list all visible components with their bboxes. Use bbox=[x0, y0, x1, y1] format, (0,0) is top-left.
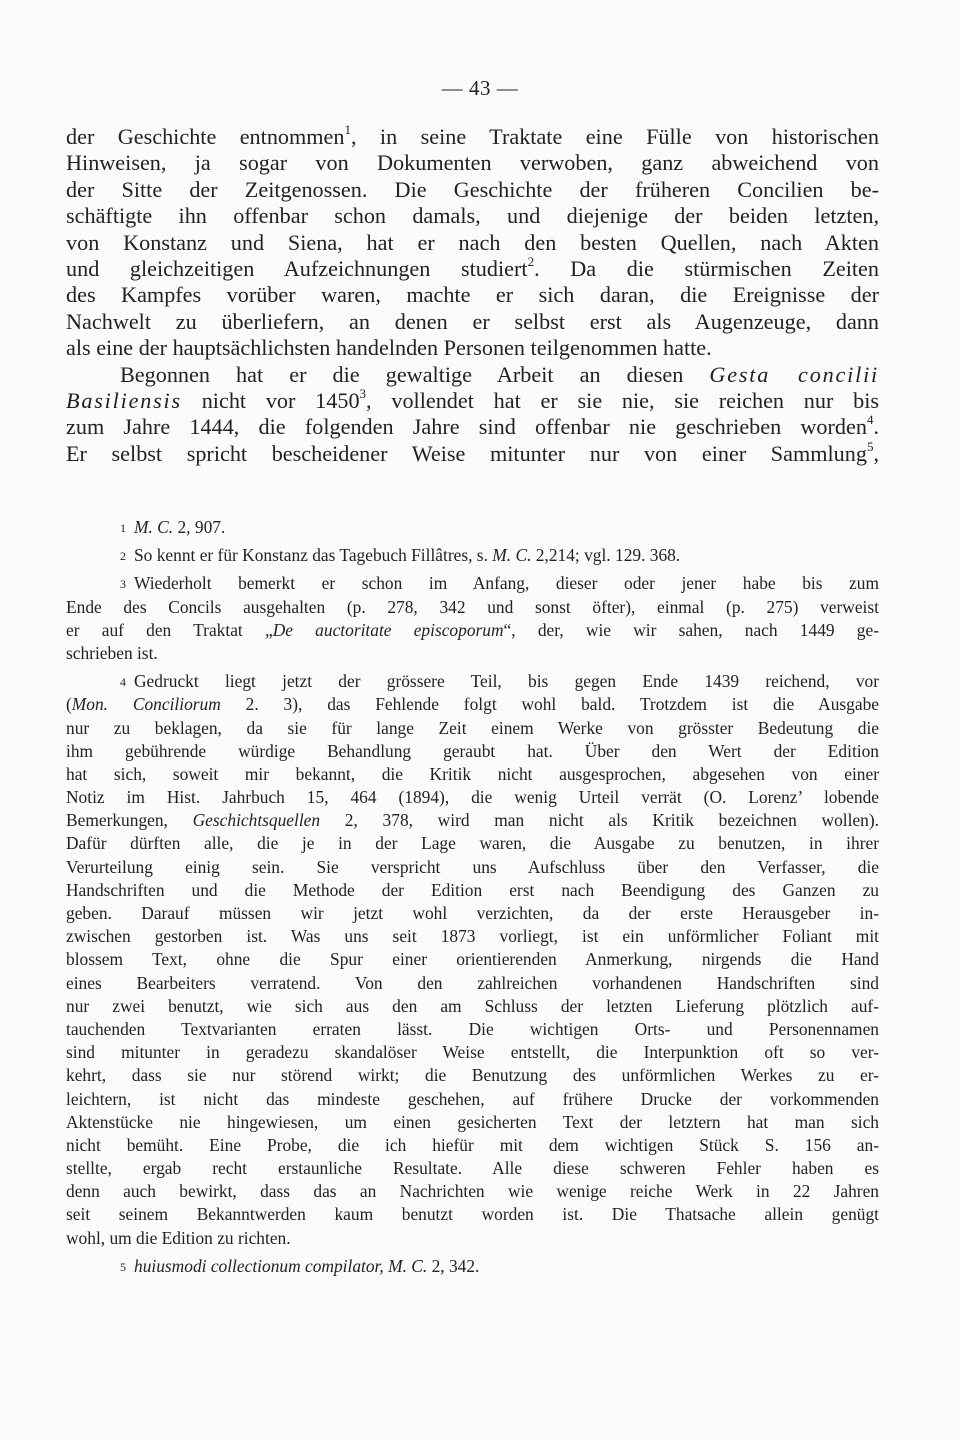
text-line: Hinweisen, ja sogar von Dokumenten verwoben, ganz abweichend von bbox=[66, 150, 879, 176]
text-line: und gleichzeitigen Aufzeichnungen studiert$^2$. Da die stürmischen Zeiten bbox=[66, 253, 879, 281]
footnote-ref[interactable]: 4 bbox=[866, 412, 874, 428]
footnote-ref[interactable]: 2 bbox=[527, 253, 535, 269]
footnote-line: stellte, ergab recht erstaunliche Resultate. Alle diese schweren Fehler haben es bbox=[66, 1158, 879, 1179]
footnote-line: nicht bemüht. Eine Probe, die ich hiefür mit dem wichtigen Stück S. 156 an- bbox=[66, 1134, 879, 1155]
footnote-line: geben. Darauf müssen wir jetzt wohl verzichten, da der erste Herausgeber in- bbox=[66, 903, 879, 923]
footnote-line: ihm gebührende würdige Behandlung geraubt hat. Über den Wert der Edition bbox=[66, 740, 879, 761]
text-line: der Geschichte entnommen$^1$, in seine Traktate eine Fülle von historischen bbox=[66, 122, 879, 149]
footnote-ref[interactable]: 5 bbox=[866, 438, 874, 454]
footnote-line: hat sich, soweit mir bekannt, die Kritik nicht ausgesprochen, abgesehen von einer bbox=[66, 763, 879, 784]
footnote-line: Bemerkungen, Geschichtsquellen 2, 378, wird man nicht als Kritik bezeichnen wollen). bbox=[66, 810, 880, 831]
work-title: Basiliensis bbox=[66, 387, 182, 413]
footnote-line: Dafür dürften alle, die je in der Lage waren, die Ausgabe zu benutzen, in ihrer bbox=[66, 833, 879, 854]
text-line: Basiliensis nicht vor 1450$^3$, vollendet hat er sie nie, sie reichen nur bis bbox=[66, 385, 879, 413]
footnote-line: sind mitunter in geradezu skandalöser Weise entstellt, die Interpunktion oft so ver- bbox=[66, 1042, 879, 1063]
footnote-line: (Mon. Conciliorum 2. 3), das Fehlende folgt wohl bald. Trotzdem ist die Ausgabe bbox=[66, 694, 879, 715]
text-line: der Sitte der Zeitgenossen. Die Geschichte der früheren Concilien be- bbox=[66, 176, 879, 202]
footnote-line: wohl, um die Edition zu richten. bbox=[66, 1227, 291, 1248]
footnote-line: er auf den Traktat „De auctoritate episcoporum“, der, wie wir sahen, nach 1449 ge- bbox=[66, 619, 880, 640]
text-line: Er selbst spricht bescheidener Weise mitunter nur von einer Sammlung$^5$, bbox=[66, 438, 879, 466]
text-line: zum Jahre 1444, die folgenden Jahre sind offenbar nie geschrieben worden$^4$. bbox=[66, 412, 879, 440]
footnote-line: blossem Text, ohne die Spur einer orientierenden Anmerkung, nirgends die Hand bbox=[66, 949, 879, 970]
footnote-line: Aktenstücke nie hingewiesen, um einen gesicherten Text der letztern hat man sich bbox=[66, 1111, 879, 1132]
footnote-2: $^2$ So kennt er für Konstanz das Tagebuch Fillâtres, s. M. C. 2,214; vgl. 129. 368. bbox=[120, 545, 681, 566]
footnote-line: leichtern, ist nicht das mindeste geschehen, auf frühere Drucke der vorkommenden bbox=[66, 1088, 879, 1109]
footnote-line: eines Bearbeiters verratend. Von den zahlreichen vorhandenen Handschriften sind bbox=[66, 972, 879, 993]
footnotes bbox=[66, 516, 879, 1278]
work-title: Gesta concilii bbox=[709, 361, 879, 387]
text-line: Begonnen hat er die gewaltige Arbeit an diesen Gesta concilii bbox=[120, 361, 879, 387]
footnote-line: Ende des Concils ausgehalten (p. 278, 342 und sonst öfter), einmal (p. 275) verweist bbox=[66, 596, 879, 617]
text-line: des Kampfes vorüber waren, machte er sich daran, die Ereignisse der bbox=[66, 282, 879, 308]
footnote-line: Handschriften und die Methode der Edition erst nach Beendigung des Ganzen zu bbox=[66, 879, 879, 900]
footnote-line: nur zwei benutzt, wie sich aus den am Schluss der letzten Lieferung plötzlich auf- bbox=[66, 995, 879, 1016]
footnote-4: $^4$ Gedruckt liegt jetzt der grössere Teil, bis gegen Ende 1439 reichend, vor bbox=[120, 671, 879, 692]
footnote-line: Verurteilung einig sein. Sie verspricht uns Aufschluss über den Verfasser, die bbox=[66, 856, 879, 877]
main-text bbox=[66, 124, 879, 467]
footnote-3: $^3$ Wiederholt bemerkt er schon im Anfang, dieser oder jener habe bis zum bbox=[120, 573, 879, 594]
footnote-5: $^5$ huiusmodi collectionum compilator, M. C. 2, 342. bbox=[120, 1255, 480, 1276]
footnote-line: tauchenden Textvarianten erraten lässt. Die wichtigen Orts- und Personennamen bbox=[66, 1018, 879, 1039]
footnote-line: zwischen gestorben ist. Was uns seit 1873 vorliegt, ist ein unförmlicher Foliant mit bbox=[66, 926, 879, 947]
text-line: von Konstanz und Siena, hat er nach den besten Quellen, nach Akten bbox=[66, 229, 879, 255]
footnote-ref[interactable]: 1 bbox=[344, 122, 351, 137]
footnote-line: nur zu beklagen, da sie für lange Zeit einem Werke von grösster Bedeutung die bbox=[66, 717, 879, 738]
footnote-line: denn auch bewirkt, dass das an Nachrichten wie wenige reiche Werk in 22 Jahren bbox=[66, 1181, 879, 1202]
text-line: schäftigte ihn offenbar schon damals, und diejenige der beiden letzten, bbox=[66, 203, 879, 229]
footnote-line: Notiz im Hist. Jahrbuch 15, 464 (1894), die wenig Urteil verrät (O. Lorenz’ lobende bbox=[66, 787, 879, 808]
footnote-ref[interactable]: 3 bbox=[359, 385, 367, 401]
footnote-line: seit seinem Bekanntwerden kaum benutzt worden ist. Die Thatsache allein genügt bbox=[66, 1204, 879, 1225]
text-line: Nachwelt zu überliefern, an denen er selbst erst als Augenzeuge, dann bbox=[66, 308, 879, 334]
footnote-line: kehrt, dass sie nur störend wirkt; die Benutzung des unförmlichen Werkes zu er- bbox=[66, 1065, 879, 1086]
footnote-line: schrieben ist. bbox=[66, 642, 158, 663]
footnote-1: $^1$ M. C. 2, 907. bbox=[120, 517, 226, 537]
text-line: als eine der hauptsächlichsten handelnden Personen teilgenommen hatte. bbox=[66, 335, 712, 361]
page-number: — 43 — bbox=[441, 76, 519, 100]
